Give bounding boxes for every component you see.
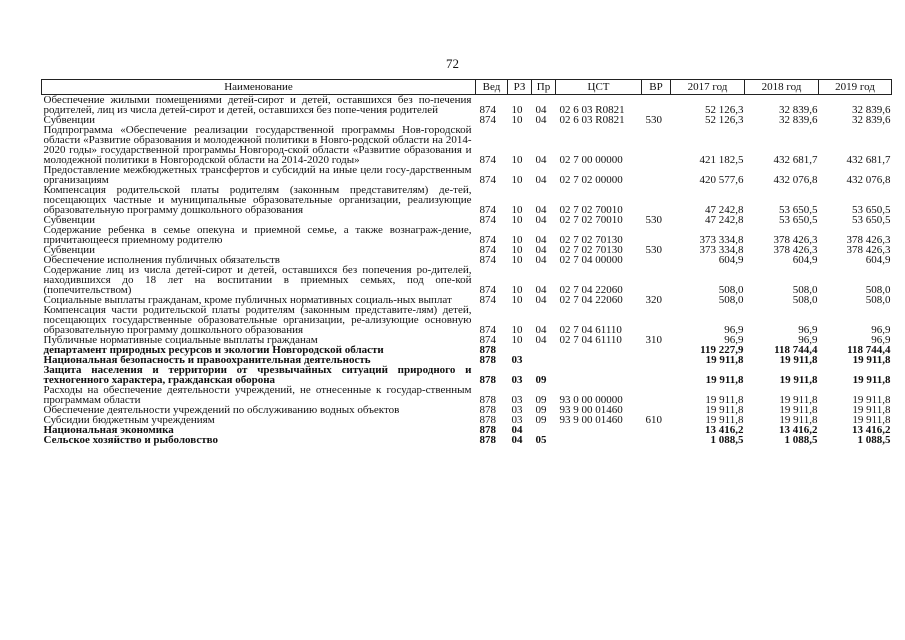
cell-2019: 508,0 [865,294,891,306]
cell-2017: 19 911,8 [705,414,744,426]
table-row [42,125,892,165]
cell-rz: 10 [511,204,523,216]
cell-pr: 04 [535,204,547,216]
cell-ved: 874 [479,294,496,306]
cell-rz: 03 [511,354,523,366]
cell-vr: 610 [645,414,662,426]
cell-name: Компенсация родительской платы родителям (законным представителям) де-тей, посещающих частные и муниципальные образовательные организации, реализующие образовательную программу дошкольного образования [43,184,472,216]
cell-ved: 878 [479,354,496,366]
header-vr: ВР [642,80,671,95]
cell-ved: 874 [479,324,496,336]
table-header-row [42,80,892,95]
cell-ved: 874 [479,234,496,246]
cell-ved: 874 [479,204,496,216]
cell-name: Расходы на обеспечение деятельности учреждений, не отнесенные к государ-ственным программам области [43,384,472,406]
page-number: 72 [446,56,459,71]
cell-2018: 96,9 [798,324,818,336]
cell-2019: 19 911,8 [852,374,891,386]
cell-2017: 47 242,8 [705,204,744,216]
header-rz: РЗ [508,80,532,95]
cell-2018: 53 650,5 [779,204,818,216]
cell-vr [642,225,671,245]
cell-2019: 432 076,8 [846,174,891,186]
cell-name: Публичные нормативные социальные выплаты гражданам [43,334,318,346]
cell-2019: 118 744,4 [847,344,891,356]
cell-vr: 530 [645,114,662,126]
cell-cst [556,435,642,445]
header-2017: 2017 год [671,80,745,95]
cell-2017: 47 242,8 [705,214,744,226]
cell-2018: 32 839,6 [779,104,818,116]
cell-2018: 19 911,8 [779,394,818,406]
cell-2017: 119 227,9 [700,344,744,356]
cell-pr: 09 [535,404,547,416]
table-row [42,365,892,385]
cell-2018: 118 744,4 [774,344,818,356]
cell-2017: 508,0 [718,294,744,306]
cell-cst: 93 9 00 01460 [559,404,623,416]
cell-rz: 10 [511,324,523,336]
table-row [42,265,892,295]
cell-2018: 1 088,5 [784,434,818,446]
cell-name: Субсидии бюджетным учреждениям [43,414,215,426]
cell-name: Социальные выплаты гражданам, кроме публичных нормативных социаль-ных выплат [43,294,452,306]
cell-2019: 378 426,3 [846,244,891,256]
cell-pr: 04 [535,154,547,166]
cell-cst: 02 6 03 R0821 [559,114,625,126]
cell-2018: 508,0 [792,284,818,296]
cell-cst: 93 9 00 01460 [559,414,623,426]
cell-2018: 96,9 [798,334,818,346]
cell-ved: 878 [479,404,496,416]
cell-2018: 19 911,8 [779,374,818,386]
cell-ved: 874 [479,114,496,126]
cell-cst [556,355,642,365]
cell-vr [642,435,671,445]
cell-cst: 93 0 00 00000 [559,394,623,406]
header-ved: Вед [476,80,508,95]
cell-ved: 874 [479,244,496,256]
cell-2017: 96,9 [724,334,744,346]
cell-vr [642,165,671,185]
cell-rz: 03 [511,414,523,426]
header-cst: ЦСТ [556,80,642,95]
cell-cst [556,365,642,385]
cell-ved: 874 [479,214,496,226]
cell-name: Содержание ребенка в семье опекуна и приемной семье, а также вознаграж-дение, причитающееся приемному родителю [43,224,472,246]
cell-cst [556,425,642,435]
cell-rz: 10 [511,254,523,266]
cell-vr: 530 [645,244,662,256]
cell-pr: 04 [535,174,547,186]
cell-cst: 02 7 04 22060 [559,294,623,306]
cell-2017: 19 911,8 [705,354,744,366]
cell-2019: 432 681,7 [846,154,891,166]
cell-2019: 32 839,6 [852,104,891,116]
cell-pr: 04 [535,104,547,116]
cell-ved: 874 [479,154,496,166]
cell-cst [556,345,642,355]
cell-2017: 604,9 [718,254,744,266]
cell-2019: 53 650,5 [852,214,891,226]
cell-vr: 310 [645,334,662,346]
cell-ved: 878 [479,424,496,436]
cell-rz: 10 [511,334,523,346]
header-2019: 2019 год [819,80,892,95]
cell-rz: 10 [511,104,523,116]
cell-2018: 378 426,3 [773,244,818,256]
table-row [42,385,892,405]
cell-ved: 874 [479,334,496,346]
cell-pr: 04 [535,244,547,256]
cell-pr: 04 [535,234,547,246]
budget-table [41,79,892,445]
cell-rz: 04 [511,424,523,436]
cell-vr [642,255,671,265]
cell-name: Субвенции [43,114,96,126]
cell-2017: 96,9 [724,324,744,336]
cell-vr [642,95,671,116]
cell-name: Обеспечение деятельности учреждений по обслуживанию водных объектов [43,404,400,416]
cell-2018: 19 911,8 [779,404,818,416]
cell-ved: 874 [479,174,496,186]
cell-pr: 05 [535,434,547,446]
cell-2019: 53 650,5 [852,204,891,216]
cell-2017: 13 416,2 [705,424,744,436]
cell-pr: 09 [535,394,547,406]
cell-vr [642,345,671,355]
cell-pr: 04 [535,254,547,266]
cell-ved: 878 [479,414,496,426]
cell-ved: 874 [479,284,496,296]
cell-pr [532,345,556,355]
cell-vr [642,125,671,165]
cell-ved: 878 [479,344,496,356]
cell-2017: 52 126,3 [705,104,744,116]
cell-name: департамент природных ресурсов и экологии Новгородской области [43,344,384,356]
cell-rz: 10 [511,244,523,256]
cell-2017: 1 088,5 [710,434,744,446]
cell-2018: 13 416,2 [779,424,818,436]
header-2018: 2018 год [745,80,819,95]
cell-2019: 604,9 [865,254,891,266]
cell-2018: 432 076,8 [773,174,818,186]
cell-ved: 874 [479,104,496,116]
cell-pr: 04 [535,324,547,336]
cell-2018: 604,9 [792,254,818,266]
cell-cst: 02 7 02 00000 [559,174,623,186]
cell-pr: 04 [535,114,547,126]
table-row [42,435,892,445]
cell-2018: 19 911,8 [779,354,818,366]
cell-2019: 19 911,8 [852,394,891,406]
cell-2019: 96,9 [871,324,891,336]
cell-cst: 02 7 02 70130 [559,234,623,246]
cell-2019: 19 911,8 [852,354,891,366]
cell-pr: 04 [535,214,547,226]
cell-2017: 19 911,8 [705,374,744,386]
cell-2019: 1 088,5 [857,434,891,446]
cell-2018: 508,0 [792,294,818,306]
cell-name: Предоставление межбюджетных трансфертов и субсидий на иные цели госу-дарственным организациям [43,164,472,186]
cell-cst: 02 7 04 61110 [559,324,622,336]
cell-vr: 530 [645,214,662,226]
cell-name: Содержание лиц из числа детей-сирот и детей, оставшихся без попечения ро-дителей, находившихся до 18 лет на воспитании в приемных семьях, под опе-кой (попечительством) [43,264,472,296]
cell-cst: 02 7 00 00000 [559,154,623,166]
table-row [42,185,892,215]
cell-2018: 53 650,5 [779,214,818,226]
cell-2017: 52 126,3 [705,114,744,126]
cell-2019: 96,9 [871,334,891,346]
cell-2019: 508,0 [865,284,891,296]
cell-rz: 10 [511,174,523,186]
cell-rz: 10 [511,294,523,306]
cell-2019: 19 911,8 [852,404,891,416]
cell-name: Национальная экономика [43,424,174,436]
cell-2019: 32 839,6 [852,114,891,126]
table-row [42,305,892,335]
cell-pr: 04 [535,294,547,306]
cell-cst: 02 7 02 70010 [559,214,623,226]
cell-name: Компенсация части родительской платы родителям (законным представите-лям) детей, посещающих государственные образовательные организации, ре-ализующие основную образовательную программу дошкольного образования [43,304,472,336]
cell-rz: 04 [511,434,523,446]
cell-ved: 878 [479,434,496,446]
cell-2017: 508,0 [718,284,744,296]
cell-pr: 09 [535,374,547,386]
table-body [42,95,892,446]
cell-rz: 10 [511,154,523,166]
cell-2017: 19 911,8 [705,404,744,416]
cell-vr [642,355,671,365]
cell-2019: 378 426,3 [846,234,891,246]
cell-2019: 19 911,8 [852,414,891,426]
table-row [42,95,892,116]
cell-2017: 421 182,5 [699,154,744,166]
cell-cst: 02 7 02 70010 [559,204,623,216]
cell-cst: 02 7 04 22060 [559,284,623,296]
cell-2018: 19 911,8 [779,414,818,426]
cell-2019: 13 416,2 [852,424,891,436]
cell-cst: 02 7 04 61110 [559,334,622,346]
cell-2017: 420 577,6 [699,174,744,186]
cell-2017: 19 911,8 [705,394,744,406]
cell-ved: 874 [479,254,496,266]
cell-name: Субвенции [43,244,96,256]
cell-name: Подпрограмма «Обеспечение реализации государственной программы Нов-городской области «Развитие образования и молодежной политики в Новго-родской области на 2014-2020 годы» государственной программы Новгород-ской области «Развитие образования и молодежной политики в Новгородской области на 2014-2020 годы» [43,124,472,166]
cell-rz: 10 [511,214,523,226]
cell-vr [642,425,671,435]
cell-2017: 373 334,8 [699,234,744,246]
cell-name: Обеспечение исполнения публичных обязательств [43,254,281,266]
cell-rz: 03 [511,374,523,386]
cell-2018: 32 839,6 [779,114,818,126]
header-name: Наименование [42,80,476,95]
cell-ved: 878 [479,394,496,406]
cell-vr [642,185,671,215]
cell-cst: 02 6 03 R0821 [559,104,625,116]
header-pr: Пр [532,80,556,95]
cell-vr [642,265,671,295]
table-row [42,165,892,185]
cell-pr: 04 [535,334,547,346]
cell-name: Субвенции [43,214,96,226]
table-row [42,225,892,245]
cell-vr: 320 [645,294,662,306]
cell-cst: 02 7 02 70130 [559,244,623,256]
cell-name: Национальная безопасность и правоохранительная деятельность [43,354,371,366]
cell-rz: 03 [511,394,523,406]
cell-pr: 09 [535,414,547,426]
cell-ved: 878 [479,374,496,386]
cell-rz: 03 [511,404,523,416]
cell-2018: 432 681,7 [773,154,818,166]
cell-name: Защита населения и территории от чрезвычайных ситуаций природного и техногенного характера, гражданская оборона [43,364,472,386]
cell-2018: 378 426,3 [773,234,818,246]
cell-pr [532,355,556,365]
cell-rz: 10 [511,234,523,246]
cell-rz: 10 [511,114,523,126]
cell-vr [642,305,671,335]
cell-cst: 02 7 04 00000 [559,254,623,266]
cell-name: Сельское хозяйство и рыболовство [43,434,218,446]
cell-vr [642,365,671,385]
cell-2017: 373 334,8 [699,244,744,256]
cell-pr: 04 [535,284,547,296]
cell-rz: 10 [511,284,523,296]
cell-name: Обеспечение жилыми помещениями детей-сирот и детей, оставшихся без по-печения родителей, лиц из числа детей-сирот и детей, оставшихся без попе-чения родителей [43,94,472,116]
cell-vr [642,385,671,405]
